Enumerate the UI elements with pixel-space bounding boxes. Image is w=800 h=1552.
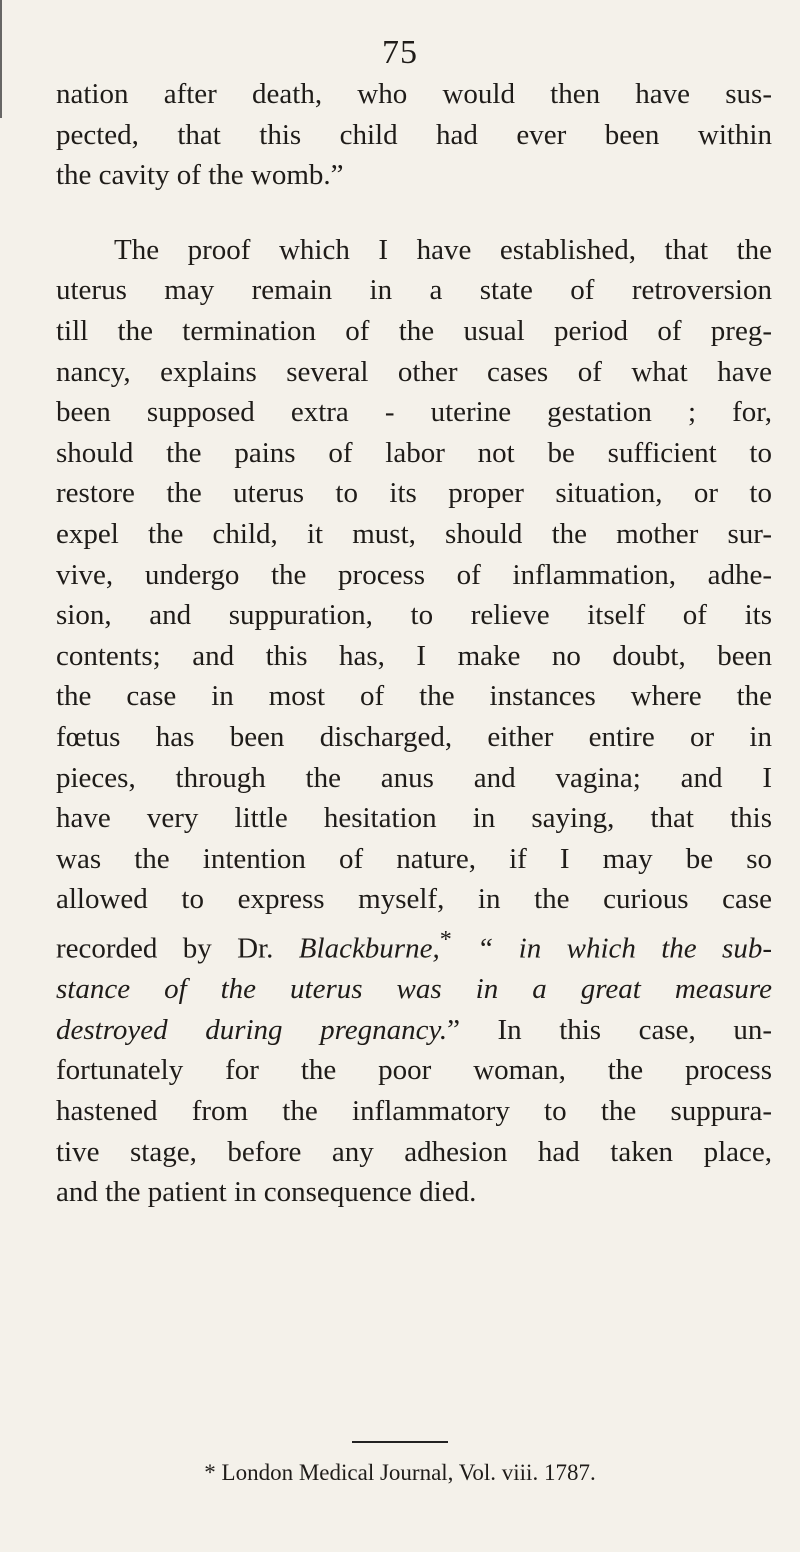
text-line: should the pains of labor not be sufficient to bbox=[56, 436, 772, 469]
text-segment: recorded by Dr. bbox=[56, 932, 299, 965]
text-line: and the patient in consequence died. bbox=[56, 1176, 477, 1209]
page-number: 75 bbox=[382, 34, 418, 71]
text-line: fœtus has been discharged, either entire or in bbox=[56, 720, 772, 753]
text-line: nancy, explains several other cases of what have bbox=[56, 355, 772, 388]
text-line: vive, undergo the process of inflammation, adhe- bbox=[56, 558, 772, 591]
text-line: allowed to express myself, in the curious case bbox=[56, 883, 772, 916]
text-line: contents; and this has, I make no doubt, been bbox=[56, 639, 772, 672]
footnote-divider bbox=[352, 1441, 448, 1443]
quote-segment: “ in which the sub- bbox=[451, 932, 772, 965]
text-line-mixed bbox=[56, 1010, 772, 1051]
text-line: sion, and suppuration, to relieve itself of its bbox=[56, 599, 772, 632]
text-line: the cavity of the womb.” bbox=[56, 159, 344, 192]
text-line: restore the uterus to its proper situation, or to bbox=[56, 477, 772, 510]
text-line: the case in most of the instances where the bbox=[56, 680, 772, 713]
text-line: been supposed extra - uterine gestation ; for, bbox=[56, 396, 772, 429]
text-line: pieces, through the anus and vagina; and I bbox=[56, 761, 772, 794]
quote-line: stance of the uterus was in a great measure bbox=[56, 973, 772, 1006]
text-line: hastened from the inflammatory to the suppura- bbox=[56, 1094, 772, 1127]
author-name: Blackburne, bbox=[298, 932, 440, 965]
text-line: uterus may remain in a state of retroversion bbox=[56, 274, 772, 307]
text-line-with-citation bbox=[56, 920, 772, 969]
text-line: nation after death, who would then have sus- bbox=[56, 78, 772, 110]
body-text bbox=[56, 74, 772, 1213]
text-line: The proof which I have established, that the bbox=[114, 233, 772, 266]
footnote: * London Medical Journal, Vol. viii. 1787. bbox=[204, 1460, 596, 1485]
footnote-marker: * bbox=[439, 925, 452, 953]
text-line: pected, that this child had ever been within bbox=[56, 118, 772, 151]
text-line: fortunately for the poor woman, the process bbox=[56, 1054, 772, 1087]
text-line: have very little hesitation in saying, that this bbox=[56, 802, 772, 835]
quote-segment: destroyed during pregnancy. bbox=[56, 1013, 448, 1046]
text-line: tive stage, before any adhesion had taken place, bbox=[56, 1135, 772, 1168]
text-line: till the termination of the usual period of preg- bbox=[56, 314, 772, 347]
paragraph-gap bbox=[56, 196, 772, 230]
text-segment: ” In this case, un- bbox=[447, 1013, 772, 1046]
text-line: was the intention of nature, if I may be so bbox=[56, 842, 772, 875]
text-line: expel the child, it must, should the mother sur- bbox=[56, 517, 772, 550]
